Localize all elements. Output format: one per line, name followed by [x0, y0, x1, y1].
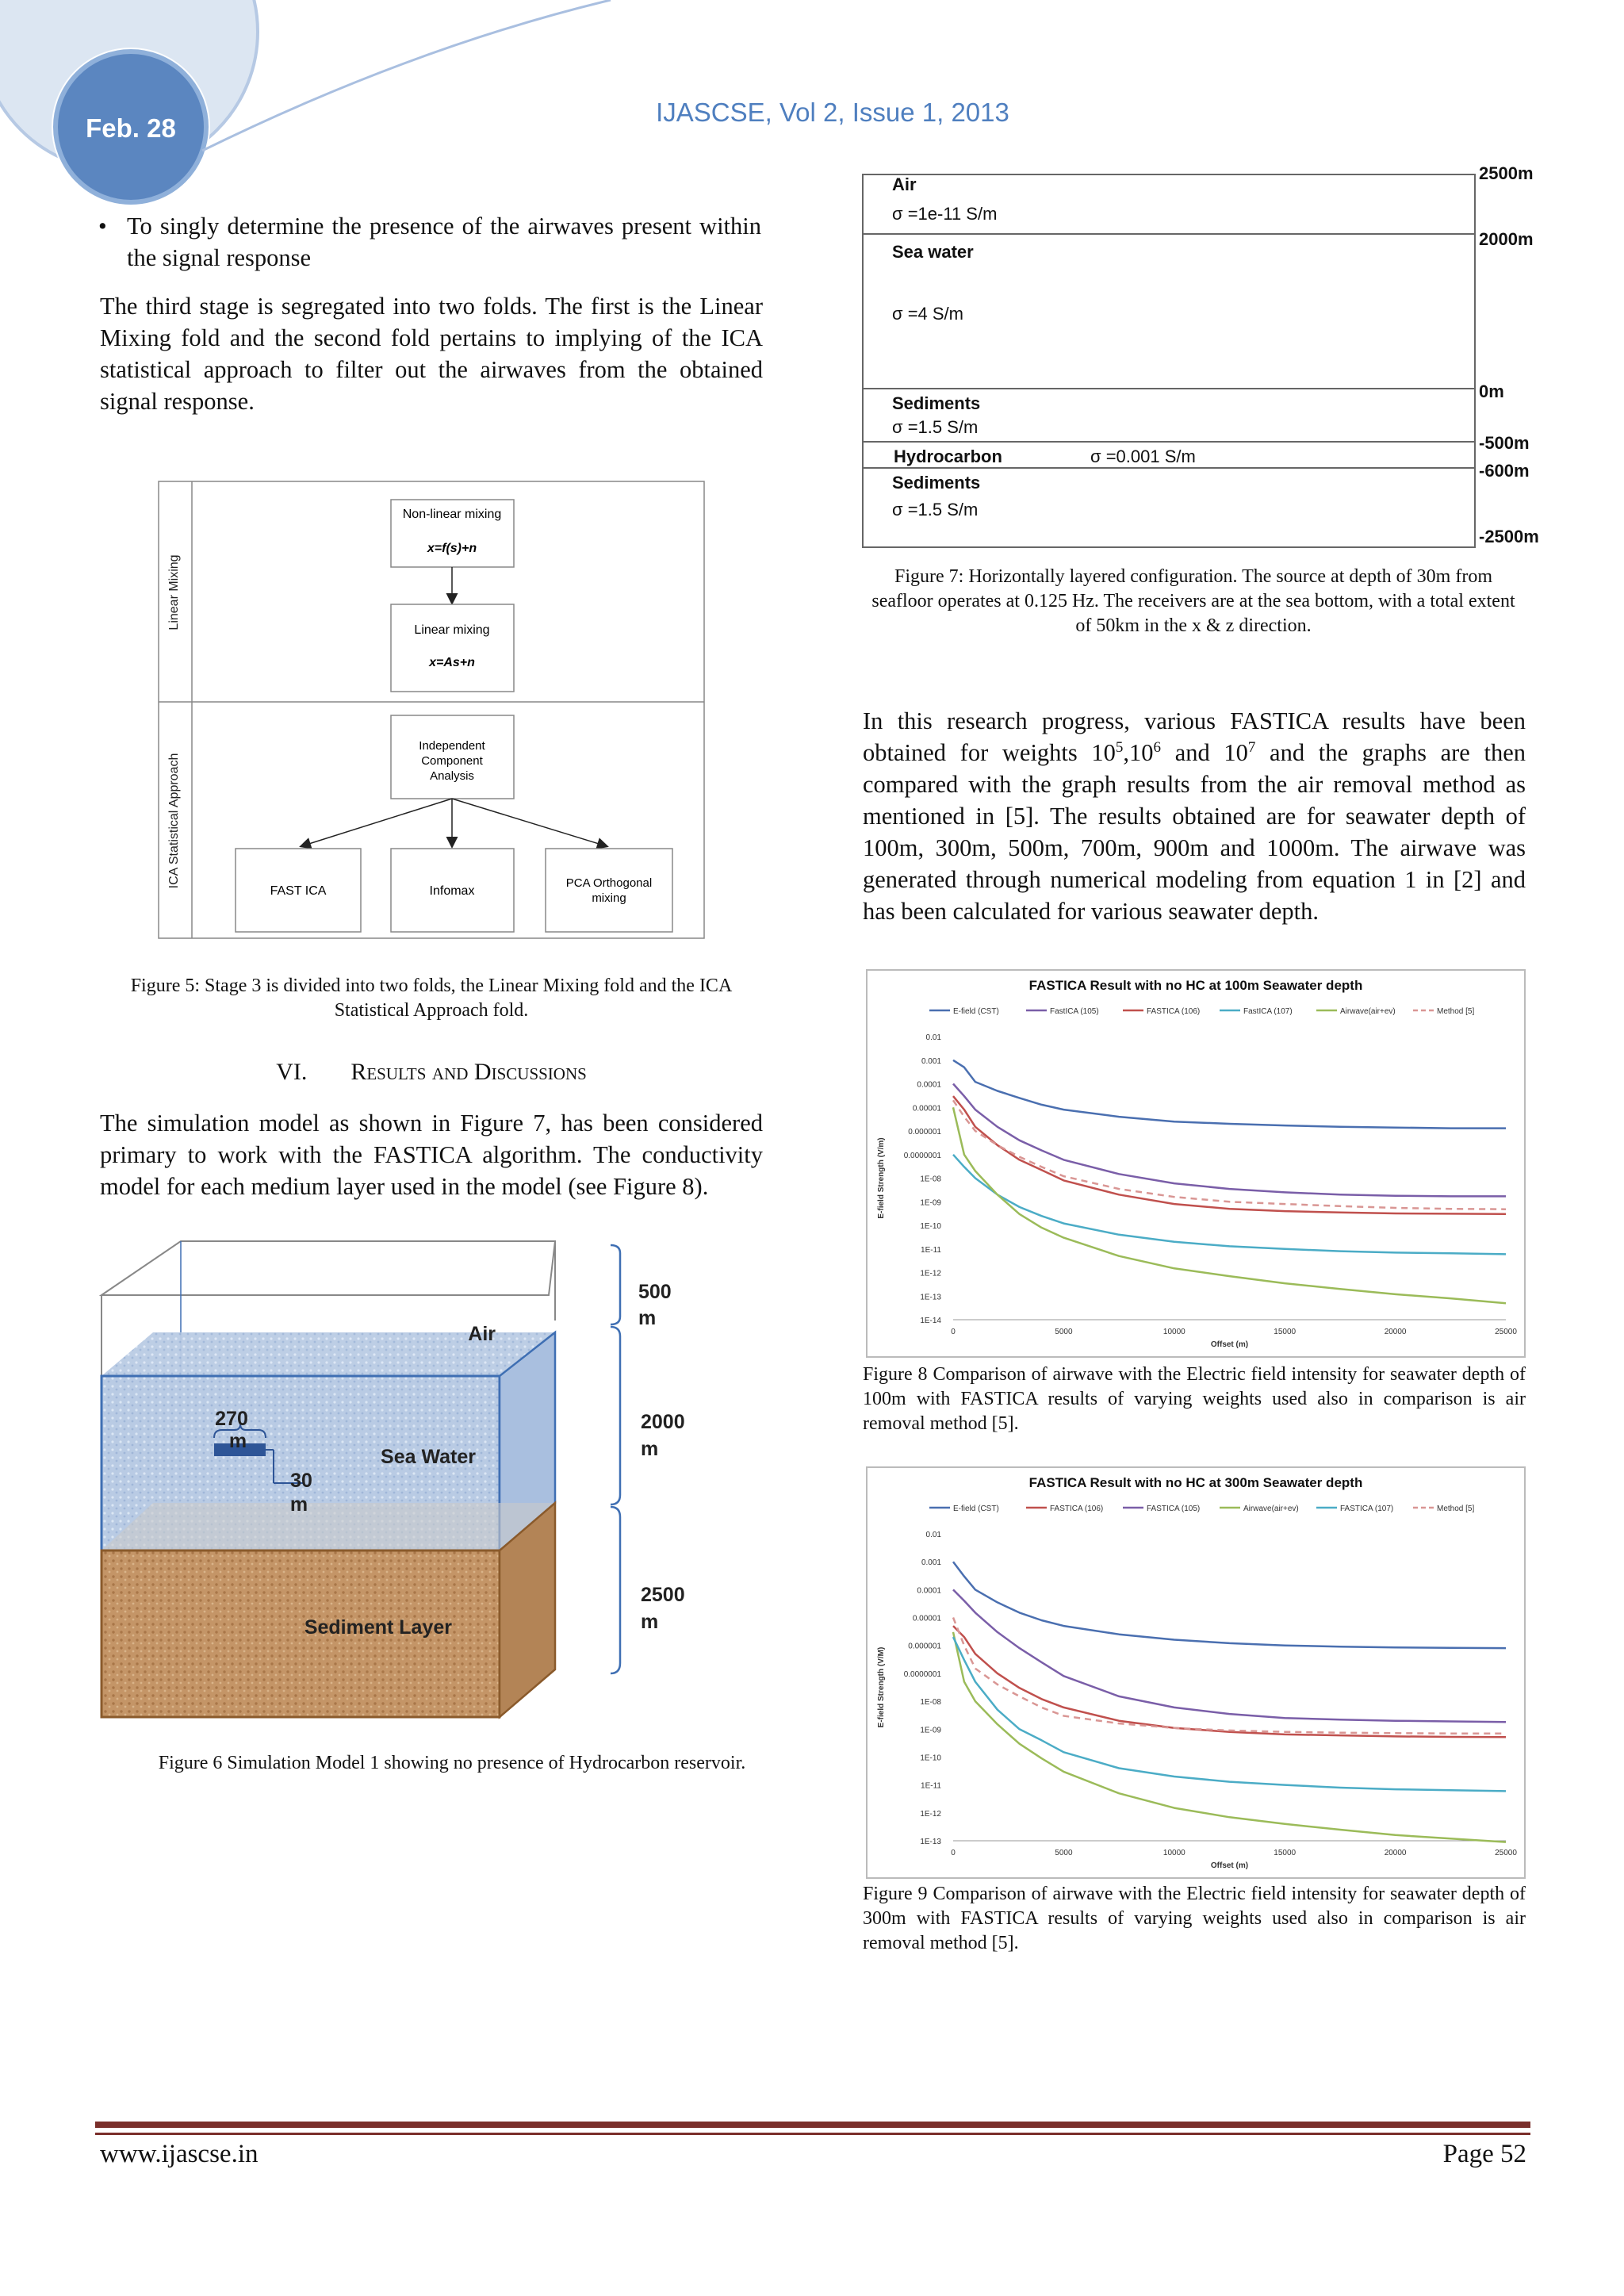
fig7-sed1: Sediments: [892, 393, 981, 413]
y-tick-label: 0.01: [925, 1033, 941, 1042]
y-tick-label: 1E-09: [920, 1198, 941, 1208]
fig7-air: Air: [892, 174, 917, 194]
bullet-text: To singly determine the presence of the airwaves present within the signal response: [127, 213, 761, 271]
footer-url[interactable]: www.ijascse.in: [100, 2140, 259, 2168]
legend-label: FASTICA (105): [1147, 1504, 1201, 1513]
y-tick-label: 1E-08: [920, 1698, 941, 1708]
fig6-height-2500: 2500: [641, 1584, 685, 1606]
figure7-caption: Figure 7: Horizontally layered configuration. The source at depth of 30m from seafloor operates at 0.125 Hz. The receivers are at the sea bottom, with a total extent of 50km in the x & z direction.: [871, 566, 1515, 636]
fig7-air-sigma: σ =1e-11 S/m: [892, 204, 998, 224]
fig7-sea: Sea water: [892, 242, 974, 262]
fig7-hc: Hydrocarbon: [894, 447, 1002, 466]
figure7-layers: [860, 159, 1558, 555]
footer-rule-thick: [95, 2122, 1530, 2128]
figure6-caption: Figure 6 Simulation Model 1 showing no presence of Hydrocarbon reservoir.: [158, 1753, 746, 1773]
fig5-box-fastica-label: FAST ICA: [270, 884, 327, 898]
fig5-box-ica-l3: Analysis: [430, 769, 474, 783]
legend-label: Airwave(air+ev): [1340, 1007, 1396, 1016]
fig6-sea-label: Sea Water: [381, 1446, 476, 1468]
x-axis-label: Offset (m): [1210, 1861, 1249, 1870]
section-heading: [100, 1059, 763, 1086]
y-tick-label: 0.0001: [917, 1586, 941, 1596]
fig6-height-2500-unit: m: [641, 1611, 659, 1633]
y-axis-label: E-field Strength (V/m): [877, 1137, 886, 1219]
journal-header: IJASCSE, Vol 2, Issue 1, 2013: [656, 98, 1009, 127]
x-tick-label: 5000: [1055, 1328, 1073, 1336]
legend-label: Method [5]: [1437, 1504, 1475, 1513]
figure8-chart: [866, 969, 1526, 1358]
x-tick-label: 10000: [1162, 1328, 1185, 1336]
y-tick-label: 1E-10: [920, 1754, 941, 1763]
fig7-sed2-sigma: σ =1.5 S/m: [892, 500, 979, 519]
legend-label: E-field (CST): [953, 1504, 999, 1513]
fig6-air-label: Air: [468, 1323, 496, 1345]
y-tick-label: 1E-11: [921, 1245, 941, 1255]
y-tick-label: 1E-11: [921, 1781, 941, 1791]
fig6-height-500-unit: m: [638, 1307, 657, 1329]
fig5-box-pca-l1: PCA Orthogonal: [565, 876, 653, 890]
fig5-box-nonlinear-eq: x=f(s)+n: [427, 542, 477, 555]
y-tick-label: 0.000001: [908, 1128, 941, 1137]
legend-label: FASTICA (106): [1050, 1504, 1104, 1513]
fig5-box-ica-l2: Component: [421, 754, 483, 768]
fig7-sed2: Sediments: [892, 473, 981, 493]
x-tick-label: 25000: [1495, 1328, 1517, 1336]
x-tick-label: 10000: [1162, 1849, 1185, 1857]
fig5-box-nonlinear-title: Non-linear mixing: [402, 508, 502, 521]
chart-title: FASTICA Result with no HC at 300m Seawater depth: [1028, 1475, 1363, 1490]
paragraph-fastica-results: In this research progress, various FASTICA results have been obtained for weights $10^5,10^6$ and $10^7$ and the graphs are then compared with the graph results from the air removal method as mentioned in [5]. The results obtained are for seawater depth of 100m, 300m, 500m, 700m, 900m and 1000m. The airwave was generated through numerical modeling from equation 1 in [2] and has been calculated for various seawater depth.: [863, 707, 1526, 925]
fig6-depth-30: 30: [290, 1470, 312, 1492]
x-tick-label: 20000: [1384, 1849, 1407, 1857]
fig5-box-pca: [546, 849, 672, 932]
y-tick-label: 1E-09: [920, 1726, 941, 1735]
y-tick-label: 1E-14: [920, 1317, 941, 1325]
y-tick-label: 0.0000001: [903, 1669, 941, 1679]
fig7-depth-minus500m: -500m: [1479, 433, 1530, 453]
fig6-width-270: 270: [215, 1408, 248, 1430]
fig5-box-linear-title: Linear mixing: [414, 623, 490, 637]
y-tick-label: 0.0001: [917, 1080, 941, 1090]
fig7-hc-sigma: σ =0.001 S/m: [1090, 447, 1196, 466]
y-tick-label: 1E-13: [920, 1838, 941, 1846]
y-tick-label: 0.00001: [912, 1614, 941, 1623]
legend-label: FASTICA (107): [1340, 1504, 1394, 1513]
x-tick-label: 0: [951, 1328, 956, 1336]
x-tick-label: 5000: [1055, 1849, 1073, 1857]
y-tick-label: 1E-10: [920, 1222, 941, 1231]
legend-label: FastICA (105): [1050, 1007, 1099, 1016]
y-tick-label: 0.01: [925, 1531, 941, 1539]
header-decoration: [0, 0, 650, 214]
fig5-side-linear: Linear Mixing: [167, 554, 181, 631]
legend-label: Airwave(air+ev): [1243, 1504, 1299, 1513]
fig5-box-ica-l1: Independent: [419, 739, 485, 753]
fig7-depth-0m: 0m: [1479, 381, 1504, 401]
y-tick-label: 0.000001: [908, 1642, 941, 1651]
chart-title: FASTICA Result with no HC at 100m Seawater depth: [1028, 978, 1363, 993]
fig5-box-infomax-label: Infomax: [429, 884, 475, 898]
y-tick-label: 0.0000001: [903, 1151, 941, 1160]
fig7-depth-2000m: 2000m: [1479, 229, 1534, 249]
y-axis-label: E-field Strength (V/M): [877, 1646, 886, 1728]
fig6-height-2000: 2000: [641, 1411, 685, 1433]
fig5-box-pca-l2: mixing: [592, 891, 626, 905]
x-tick-label: 0: [951, 1849, 956, 1857]
paragraph-simulation: The simulation model as shown in Figure 7, has been considered primary to work with the FASTICA algorithm. The conductivity model for each medium layer used in the model (see Figure 8).: [100, 1110, 763, 1200]
chart-frame: [867, 970, 1525, 1357]
paragraph-stage3: The third stage is segregated into two folds. The first is the Linear Mixing fold and the second fold pertains to implying of the ICA statistical approach to filter out the airwaves from the obtained signal response.: [100, 293, 763, 415]
footer-page-number: Page 52: [1442, 2140, 1526, 2168]
x-tick-label: 15000: [1274, 1328, 1297, 1336]
y-tick-label: 1E-12: [920, 1809, 941, 1819]
y-tick-label: 0.00001: [912, 1104, 941, 1114]
fig6-depth-30-unit: m: [289, 1493, 308, 1516]
figure9-caption: Figure 9 Comparison of airwave with the Electric field intensity for seawater depth of 300m with FASTICA results of varying weights used also in comparison is air removal method [5].: [863, 1884, 1526, 1953]
y-tick-label: 1E-13: [920, 1293, 941, 1302]
figure5-caption: Figure 5: Stage 3 is divided into two folds, the Linear Mixing fold and the ICA Statistical Approach fold.: [130, 976, 733, 1021]
fig5-box-linear-eq: x=As+n: [429, 656, 475, 669]
x-tick-label: 20000: [1384, 1328, 1407, 1336]
date-badge: Feb. 28: [86, 113, 176, 143]
y-tick-label: 0.001: [921, 1558, 941, 1568]
y-tick-label: 0.001: [921, 1056, 941, 1066]
fig6-height-2000-unit: m: [641, 1438, 659, 1460]
figure8-caption: Figure 8 Comparison of airwave with the Electric field intensity for seawater depth of 100m with FASTICA results of varying weights used also in comparison is air removal method [5].: [863, 1364, 1526, 1434]
x-tick-label: 15000: [1274, 1849, 1297, 1857]
figure9-chart: [866, 1466, 1526, 1879]
legend-label: Method [5]: [1437, 1007, 1475, 1016]
legend-label: FastICA (107): [1243, 1007, 1293, 1016]
chart-frame: [867, 1467, 1525, 1878]
fig7-depth-2500m: 2500m: [1479, 163, 1534, 183]
y-tick-label: 1E-08: [920, 1175, 941, 1184]
fig5-side-ica: ICA Statistical Approach: [167, 753, 181, 889]
legend-label: E-field (CST): [953, 1007, 999, 1016]
bullet-dot: •: [98, 213, 107, 240]
y-tick-label: 1E-12: [920, 1269, 941, 1278]
fig7-depth-minus600m: -600m: [1479, 461, 1530, 481]
fig6-sediment-label: Sediment Layer: [304, 1616, 452, 1639]
fig7-sea-sigma: σ =4 S/m: [892, 304, 963, 324]
fig6-height-500: 500: [638, 1281, 672, 1303]
footer-rule-thin: [95, 2133, 1530, 2135]
figure5-diagram: [159, 480, 706, 940]
fig6-width-270-unit: m: [228, 1430, 247, 1452]
fig7-sed1-sigma: σ =1.5 S/m: [892, 417, 979, 437]
fig7-depth-minus2500m: -2500m: [1479, 527, 1539, 546]
bullet-item: [98, 210, 761, 274]
section-title: Results and Discussions: [350, 1059, 587, 1085]
x-tick-label: 25000: [1495, 1849, 1517, 1857]
figure6-model: [95, 1241, 685, 1733]
fig5-box-linear: [391, 604, 514, 692]
section-number: VI.: [276, 1059, 308, 1085]
legend-label: FASTICA (106): [1147, 1007, 1201, 1016]
x-axis-label: Offset (m): [1210, 1340, 1249, 1349]
